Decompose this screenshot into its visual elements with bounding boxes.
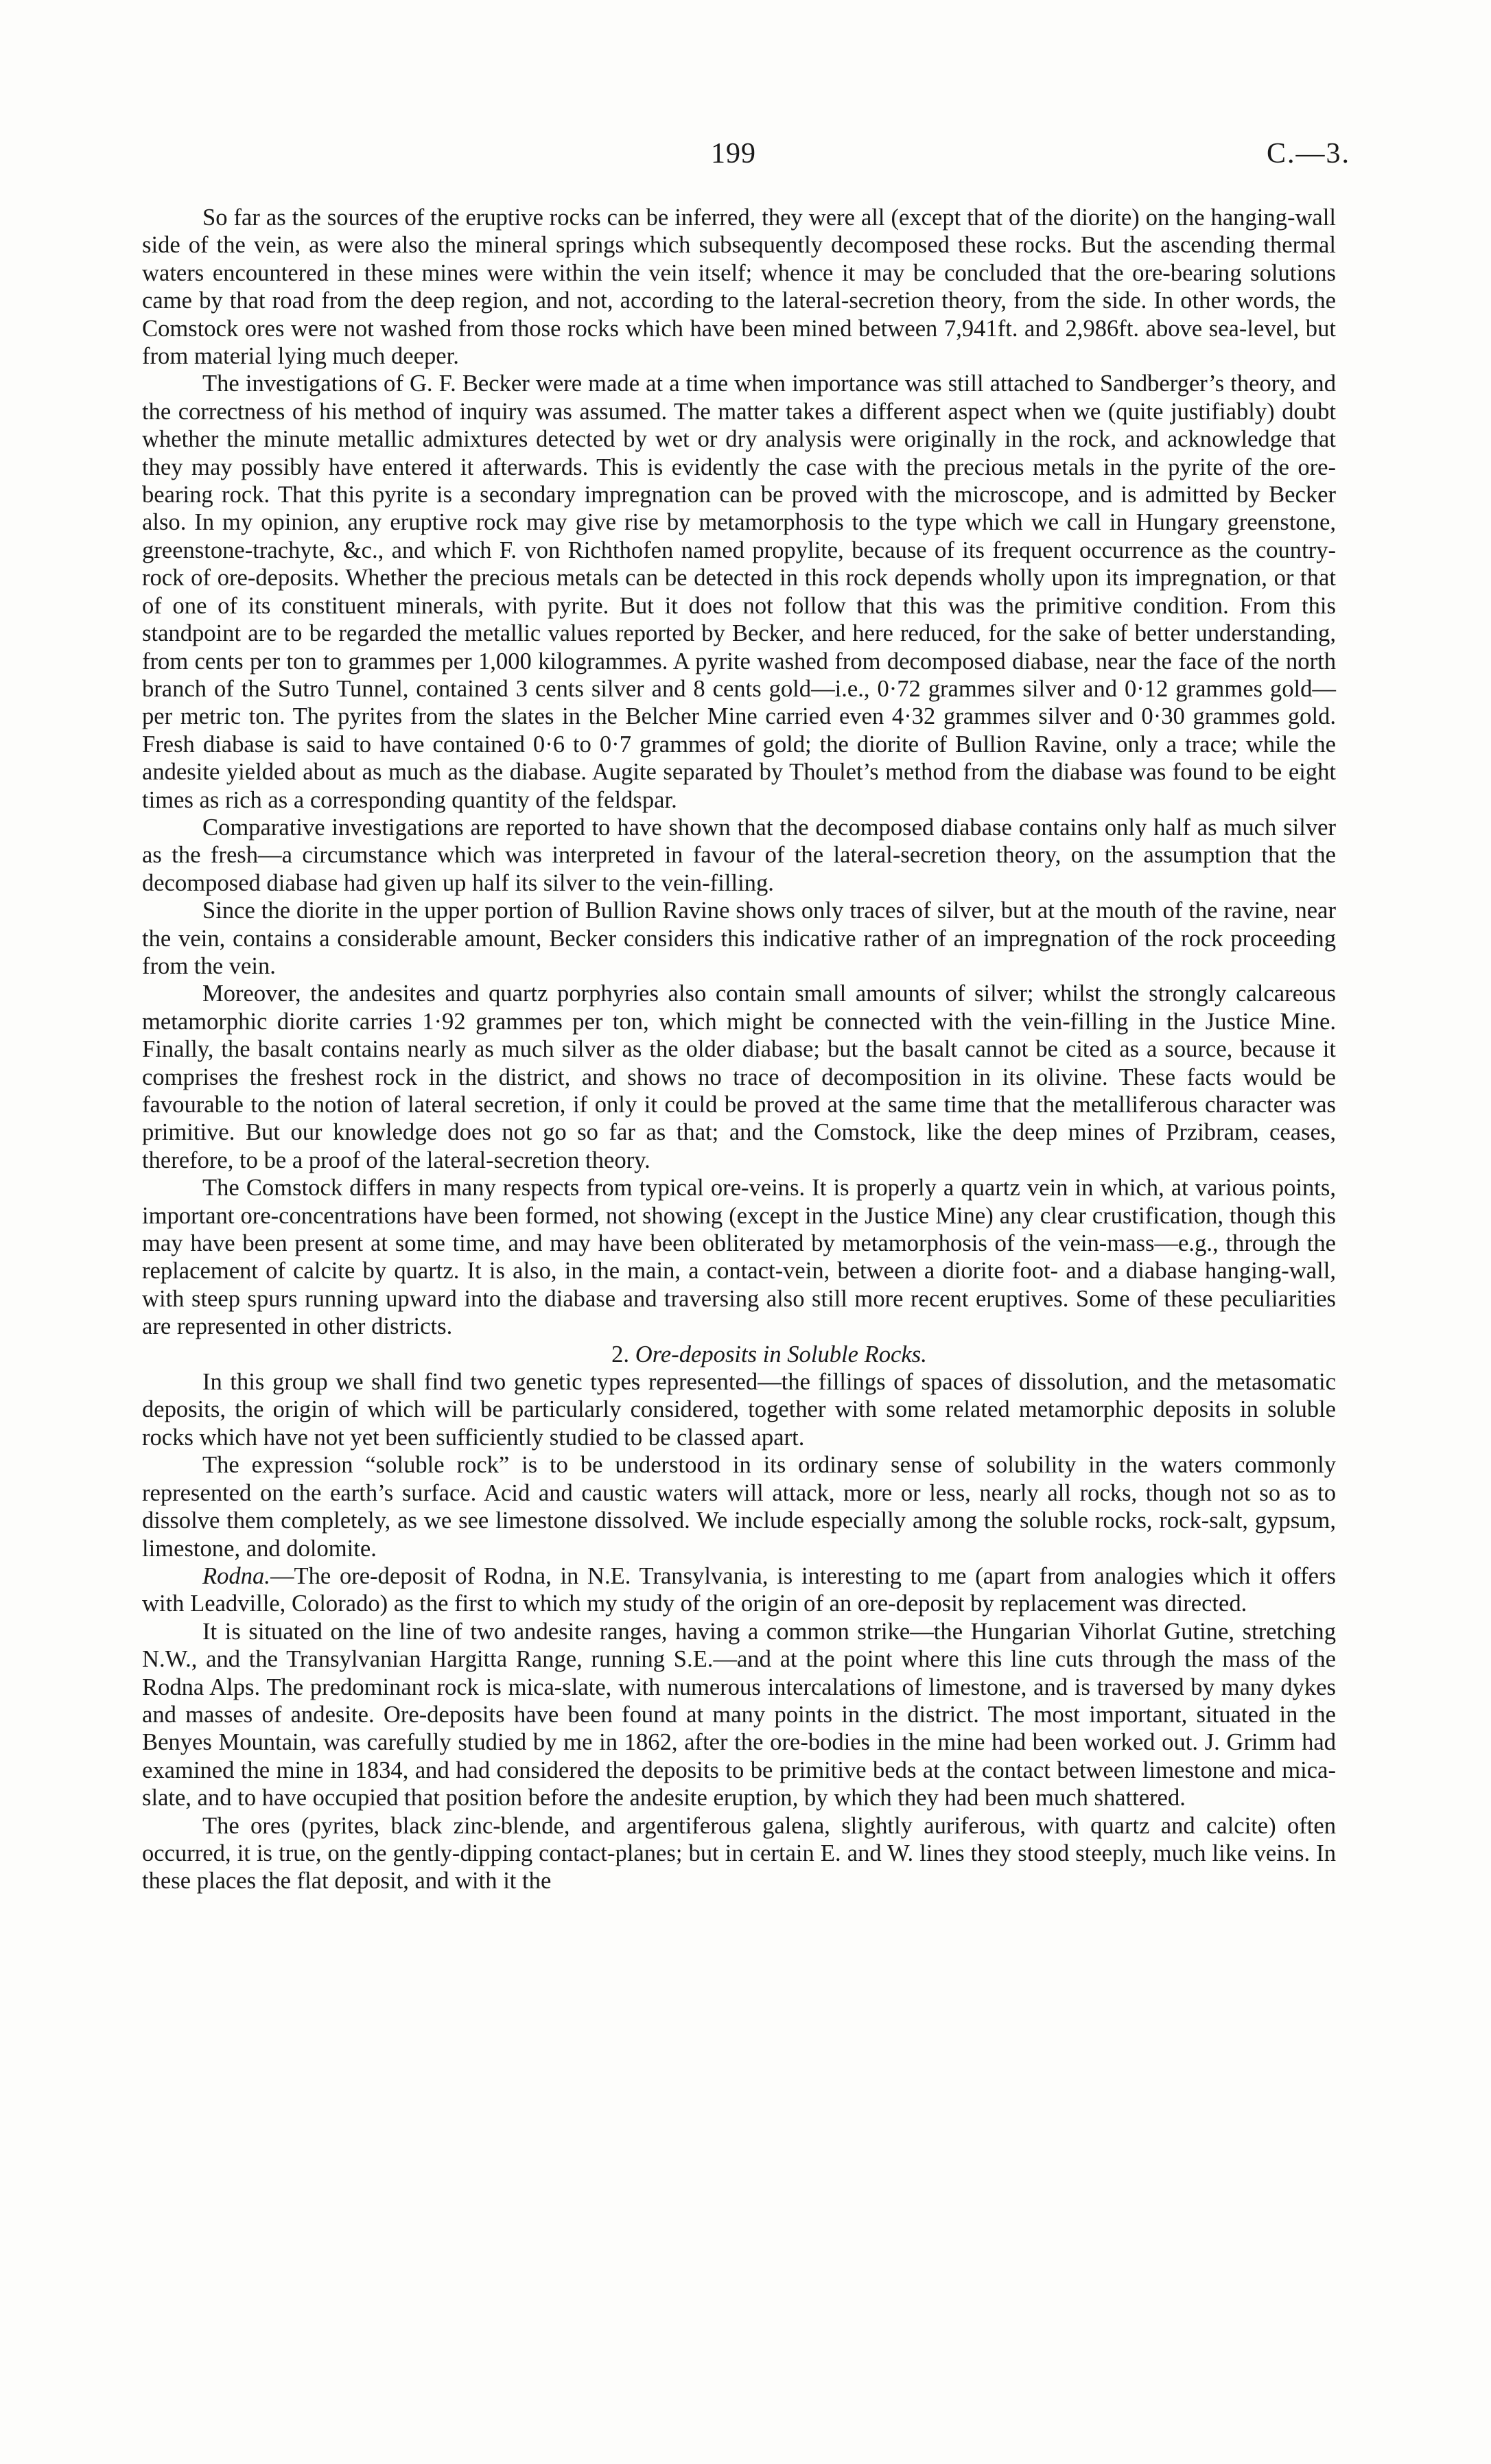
section-heading xyxy=(142,1341,1336,1368)
section-title: Ore-deposits in Soluble Rocks. xyxy=(635,1341,927,1368)
rodna-term: Rodna. xyxy=(202,1562,270,1589)
page-number: 199 xyxy=(711,138,756,169)
paragraph: The expression “soluble rock” is to be understood in its ordinary sense of solubility in the waters commonly represented on the earth’s surface. Acid and caustic waters will attack, more or less, nearly all rocks, though not so as to dissolve them completely, as we see limestone dissolved. We include especially among the soluble rocks, rock-salt, gypsum, limestone, and dolomite. xyxy=(142,1452,1336,1562)
paragraph: So far as the sources of the eruptive rocks can be inferred, they were all (except that of the diorite) on the hanging-wall side of the vein, as were also the mineral springs which subsequently decomposed these rocks. But the ascending thermal waters encountered in these mines were within the vein itself; whence it may be concluded that the ore-bearing solutions came by that road from the deep region, and not, according to the lateral-secretion theory, from the side. In other words, the Comstock ores were not washed from those rocks which have been mined between 7,941ft. and 2,986ft. above sea-level, but from material lying much deeper. xyxy=(142,204,1336,370)
paragraph: In this group we shall find two genetic types represented—the fillings of spaces of dissolution, and the metasomatic deposits, the origin of which will be particularly considered, together with some related metamorphic deposits in soluble rocks which have not yet been sufficiently studied to be classed apart. xyxy=(142,1369,1336,1451)
paragraph: Comparative investigations are reported to have shown that the decomposed diabase contains only half as much silver as the fresh—a circumstance which was interpreted in favour of the lateral-secretion theory, on the assumption that the decomposed diabase had given up half its silver to the vein-filling. xyxy=(142,814,1336,896)
section-number: 2. xyxy=(611,1341,630,1368)
body-text xyxy=(142,204,1336,1895)
paragraph-rodna xyxy=(142,1562,1336,1618)
paragraph: Moreover, the andesites and quartz porphyries also contain small amounts of silver; whilst the strongly calcareous metamorphic diorite carries 1·92 grammes per ton, which might be connected with the vein-filling in the Justice Mine. Finally, the basalt contains nearly as much silver as the older diabase; but the basalt cannot be cited as a source, because it comprises the freshest rock in the district, and shows no trace of decomposition in its olivine. These facts would be favourable to the notion of lateral secretion, if only it could be proved at the same time that the metalliferous character was primitive. But our knowledge does not go so far as that; and the Comstock, like the deep mines of Przibram, ceases, therefore, to be a proof of the lateral-secretion theory. xyxy=(142,981,1336,1173)
paragraph: The Comstock differs in many respects from typical ore-veins. It is properly a quartz vein in which, at various points, important ore-concentrations have been formed, not showing (except in the Justice Mine) any clear crustification, though this may have been present at some time, and may have been obliterated by metamorphosis of the vein-mass—e.g., through the replacement of calcite by quartz. It is also, in the main, a contact-vein, between a diorite foot- and a diabase hanging-wall, with steep spurs running upward into the diabase and traversing also still more recent eruptives. Some of these peculiarities are represented in other districts. xyxy=(142,1175,1336,1340)
paragraph: The ores (pyrites, black zinc-blende, and argentiferous galena, slightly auriferous, with quartz and calcite) often occurred, it is true, on the gently-dipping contact-planes; but in certain E. and W. lines they stood steeply, much like veins. In these places the flat deposit, and with it the xyxy=(142,1812,1336,1894)
paragraph: Since the diorite in the upper portion of Bullion Ravine shows only traces of silver, but at the mouth of the ravine, near the vein, contains a considerable amount, Becker considers this indicative rather of an impregnation of the rock proceeding from the vein. xyxy=(142,897,1336,979)
page-header xyxy=(0,137,1491,178)
document-reference: C.—3. xyxy=(1266,138,1350,169)
paragraph: It is situated on the line of two andesite ranges, having a common strike—the Hungarian Vihorlat Gutine, stretching N.W., and the Transylvanian Hargitta Range, running S.E.—and at the point where this line cuts through the mass of the Rodna Alps. The predominant rock is mica-slate, with numerous intercalations of limestone, and is traversed by many dykes and masses of andesite. Ore-deposits have been found at many points in the district. The most important, situated in the Benyes Mountain, was carefully studied by me in 1862, after the ore-bodies in the mine had been worked out. J. Grimm had examined the mine in 1834, and had considered the deposits to be primitive beds at the contact between limestone and mica-slate, and to have occupied that position before the andesite eruption, by which they had been much shattered. xyxy=(142,1618,1336,1811)
paragraph: The investigations of G. F. Becker were made at a time when importance was still attached to Sandberger’s theory, and the correctness of his method of inquiry was assumed. The matter takes a different aspect when we (quite justifiably) doubt whether the minute metallic admixtures detected by wet or dry analysis were originally in the rock, and acknowledge that they may possibly have entered it afterwards. This is evidently the case with the precious metals in the pyrite of the ore-bearing rock. That this pyrite is a secondary impregnation can be proved with the microscope, and is admitted by Becker also. In my opinion, any eruptive rock may give rise by metamorphosis to the type which we call in Hungary greenstone, greenstone-trachyte, &c., and which F. von Richthofen named propylite, because of its frequent occurrence as the country-rock of ore-deposits. Whether the precious metals can be detected in this rock depends wholly upon its impregnation, or that of one of its constituent minerals, with pyrite. But it does not follow that this was the primitive condition. From this standpoint are to be regarded the metallic values reported by Becker, and here reduced, for the sake of better understanding, from cents per ton to grammes per 1,000 kilogrammes. A pyrite washed from decomposed diabase, near the face of the north branch of the Sutro Tunnel, contained 3 cents silver and 8 cents gold—i.e., 0·72 grammes silver and 0·12 grammes gold—per metric ton. The pyrites from the slates in the Belcher Mine carried even 4·32 grammes silver and 0·30 grammes gold. Fresh diabase is said to have contained 0·6 to 0·7 grammes of gold; the diorite of Bullion Ravine, only a trace; while the andesite yielded about as much as the diabase. Augite separated by Thoulet’s method from the diabase was found to be eight times as rich as a corresponding quantity of the feldspar. xyxy=(142,371,1336,813)
rodna-text: —The ore-deposit of Rodna, in N.E. Transylvania, is interesting to me (apart from analogies which it offers with Leadville, Colorado) as the first to which my study of the origin of an ore-deposit by replacement was directed. xyxy=(142,1562,1336,1617)
